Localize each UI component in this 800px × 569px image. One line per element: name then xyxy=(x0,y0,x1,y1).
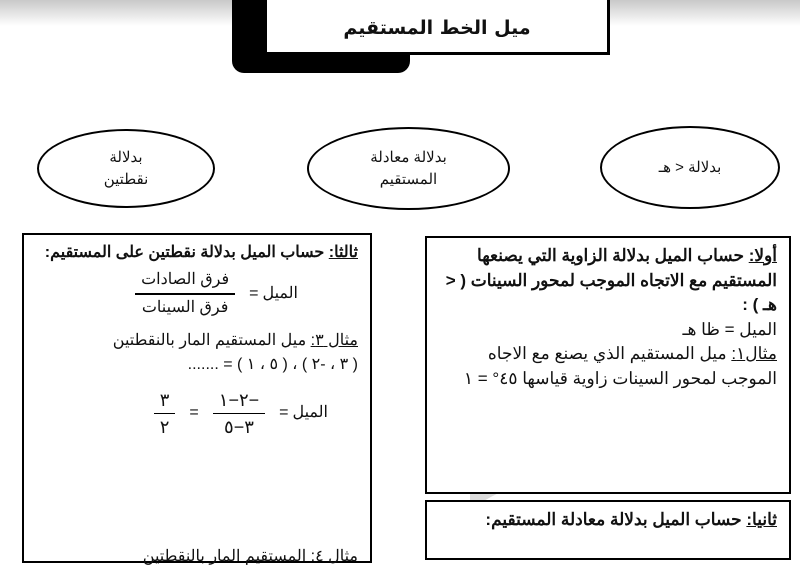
example-label: مثال١: xyxy=(731,344,777,363)
fraction-denominator: فرق السينات xyxy=(141,298,229,316)
heading-label: ثالثا: xyxy=(328,244,358,261)
fraction-numerator: فرق الصادات xyxy=(141,271,230,288)
fraction xyxy=(154,387,176,441)
fraction xyxy=(213,387,265,441)
example-3-solution xyxy=(36,387,328,441)
equals-sign: = xyxy=(189,404,199,422)
ellipse-line: بدلالة < هـ xyxy=(658,158,722,176)
heading-label: أولا: xyxy=(748,246,777,265)
section-points xyxy=(22,233,372,563)
method-ellipse-equation xyxy=(307,127,510,210)
fraction-denominator: ٢ xyxy=(159,417,170,437)
example-label: مثال ٣: xyxy=(310,331,358,349)
heading-label: ثانيا: xyxy=(746,510,777,529)
example-text: ميل المستقيم الذي يصنع مع الاجاه الموجب لمحور السينات زاوية قياسها ٤٥° = ١ xyxy=(463,344,777,388)
example-text: ميل المستقيم المار بالنقطتين xyxy=(112,331,307,349)
example-4-partial: مثال ٤: المستقيم المار بالنقطتين xyxy=(142,548,358,565)
section-equation xyxy=(425,500,791,560)
heading-text: حساب الميل بدلالة معادلة المستقيم: xyxy=(485,510,742,529)
example-1 xyxy=(439,342,777,391)
fraction xyxy=(135,267,235,321)
heading-text: حساب الميل بدلالة نقطتين على المستقيم: xyxy=(44,244,325,261)
equals-sign: = xyxy=(279,404,289,422)
method-ellipse-points xyxy=(37,129,215,208)
slope-label: الميل xyxy=(262,284,298,302)
fraction-numerator: ٣ xyxy=(159,389,170,410)
slope-formula: الميل = ظا هـ xyxy=(682,319,777,339)
section-heading xyxy=(439,244,777,318)
page-title: ميل الخط المستقيم xyxy=(343,17,531,39)
fraction-numerator: −٢−١ xyxy=(218,389,260,410)
example-points: ( ٣ ، -٢ ) ، ( ٥ ، ١ ) = ....... xyxy=(187,355,358,373)
ellipse-line: بدلالة xyxy=(109,148,143,166)
ellipse-line: المستقيم xyxy=(379,170,438,188)
slope-label: الميل xyxy=(292,404,328,422)
fraction-denominator: ٣−٥ xyxy=(224,417,254,437)
ellipse-line: نقطتين xyxy=(103,170,149,188)
section-heading xyxy=(36,241,358,265)
example-3 xyxy=(36,329,358,353)
equals-sign: = xyxy=(249,284,259,302)
method-ellipse-angle xyxy=(600,126,780,209)
ellipse-line: بدلالة معادلة xyxy=(370,148,447,166)
heading-text: حساب الميل بدلالة الزاوية التي يصنعها المستقيم مع الاتجاه الموجب لمحور السينات ( < هـ ) : xyxy=(445,246,777,314)
slope-formula xyxy=(36,267,298,321)
section-angle xyxy=(425,236,791,494)
title-box xyxy=(264,0,610,55)
